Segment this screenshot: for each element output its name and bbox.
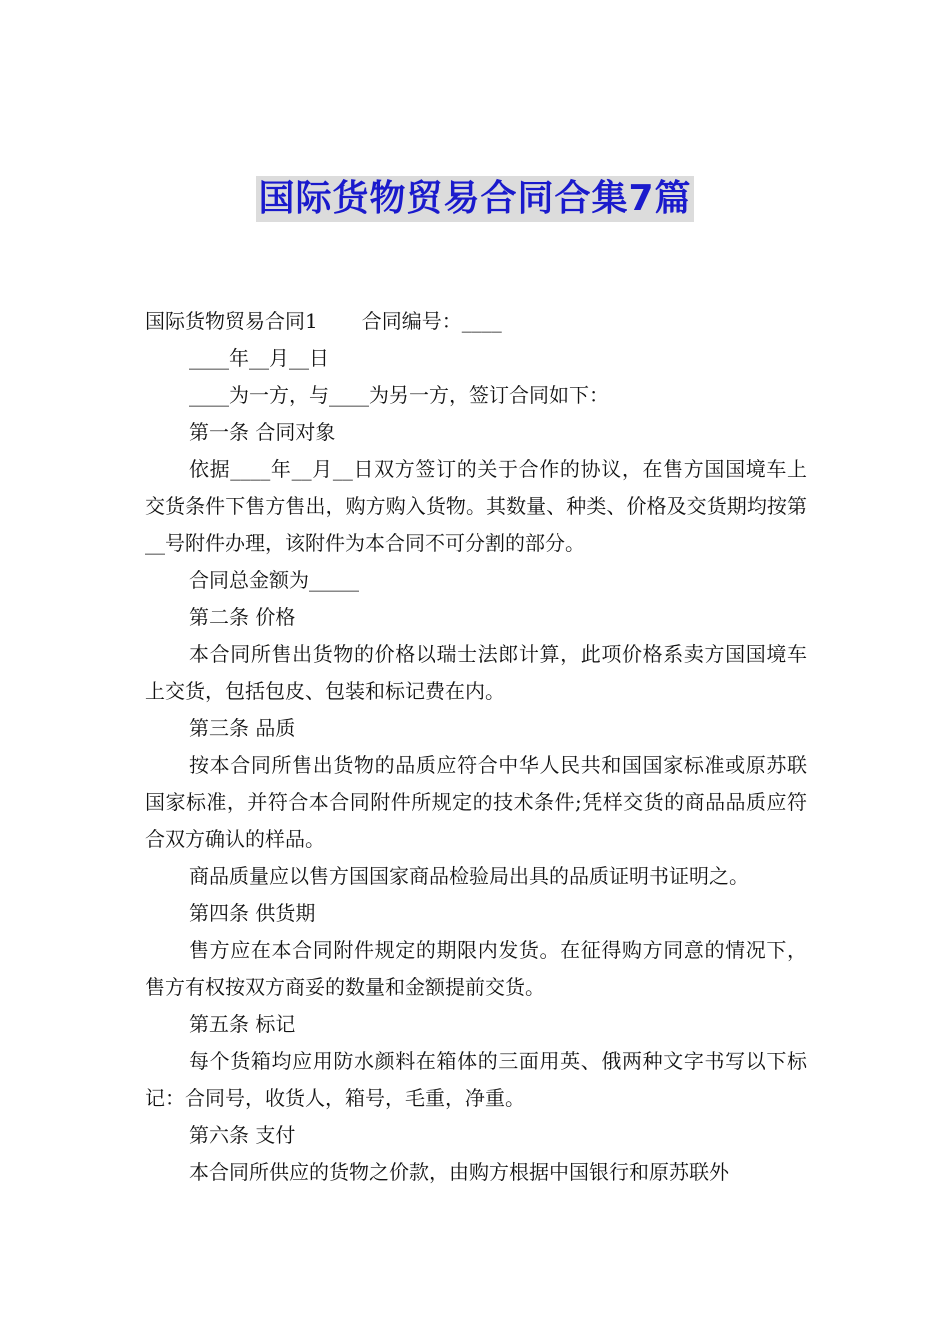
date-line: ____年__月__日 [189, 346, 329, 370]
section-2-paragraph-1: 本合同所售出货物的价格以瑞士法郎计算，此项价格系卖方国国境车上交货，包括包皮、包装和标记费在内。 [145, 642, 807, 703]
section-heading-5: 第五条 标记 [189, 1012, 296, 1036]
parties-line: ____为一方，与____为另一方，签订合同如下： [189, 383, 609, 407]
section-3-paragraph-1: 按本合同所售出货物的品质应符合中华人民共和国国家标准或原苏联国家标准，并符合本合同附件所规定的技术条件;凭样交货的商品品质应符合双方确认的样品。 [145, 753, 807, 851]
contract-name: 国际货物贸易合同1 [145, 309, 318, 333]
section-5-paragraph-1: 每个货箱均应用防水颜料在箱体的三面用英、俄两种文字书写以下标记：合同号，收货人，箱号，毛重，净重。 [145, 1049, 807, 1110]
section-1-paragraph-2: 合同总金额为_____ [189, 568, 359, 592]
header-line [145, 303, 807, 340]
contract-number: 合同编号：____ [361, 309, 502, 333]
section-heading-3: 第三条 品质 [189, 716, 296, 740]
title-wrapper [0, 176, 950, 222]
section-3-paragraph-2: 商品质量应以售方国国家商品检验局出具的品质证明书证明之。 [189, 864, 749, 888]
section-heading-1: 第一条 合同对象 [189, 420, 336, 444]
document-body [145, 303, 807, 1191]
section-heading-6: 第六条 支付 [189, 1123, 296, 1147]
section-1-paragraph-1: 依据____年__月__日双方签订的关于合作的协议，在售方国国境车上交货条件下售方售出，购方购入货物。其数量、种类、价格及交货期均按第__号附件办理，该附件为本合同不可分割的部分。 [145, 457, 807, 555]
section-heading-4: 第四条 供货期 [189, 901, 316, 925]
section-6-paragraph-1: 本合同所供应的货物之价款，由购方根据中国银行和原苏联外 [189, 1160, 729, 1184]
section-heading-2: 第二条 价格 [189, 605, 296, 629]
document-title: 国际货物贸易合同合集7篇 [256, 176, 693, 222]
section-4-paragraph-1: 售方应在本合同附件规定的期限内发货。在征得购方同意的情况下，售方有权按双方商妥的数量和金额提前交货。 [145, 938, 807, 999]
